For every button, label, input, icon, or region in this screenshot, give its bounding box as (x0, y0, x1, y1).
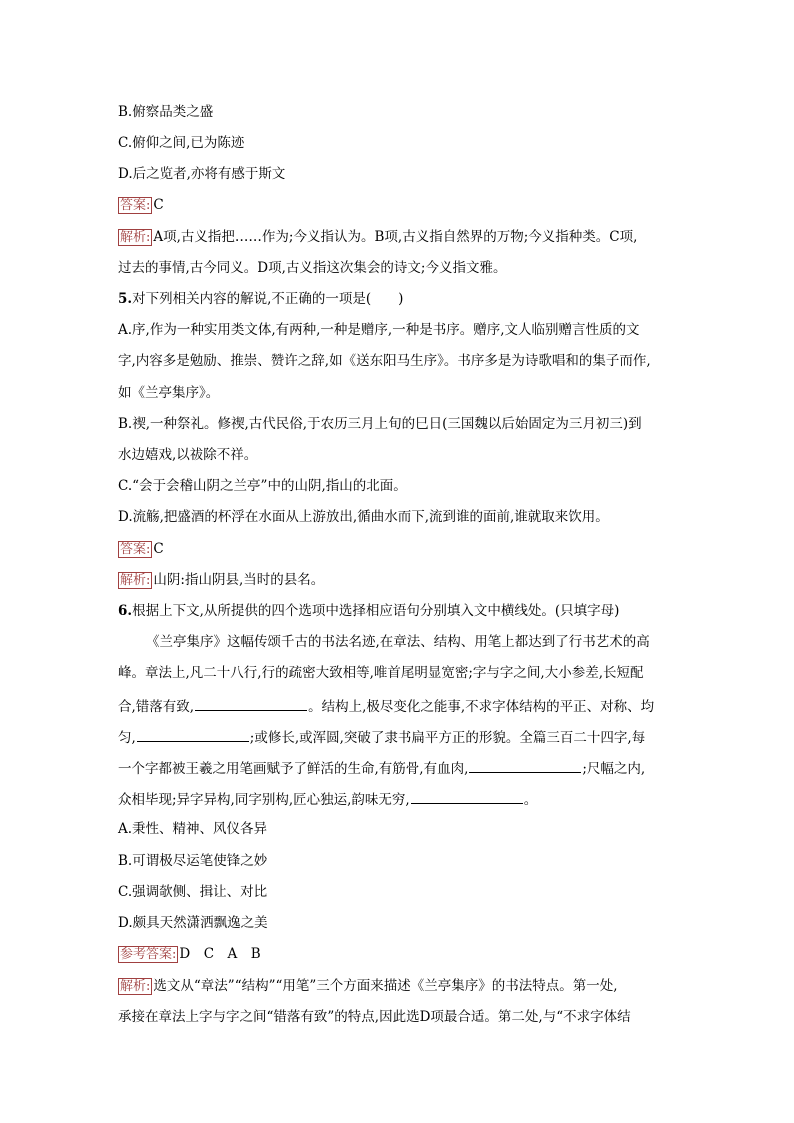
q6-stem (118, 602, 619, 620)
q6-option-a: A.秉性、精神、风仪各异 (118, 821, 268, 837)
q6-passage-line5 (118, 758, 645, 778)
q6-passage-line4 (118, 727, 645, 747)
q6-analysis-line1 (118, 977, 618, 995)
question-stem: 对下列相关内容的解说,不正确的一项是( ) (132, 291, 404, 307)
q5-option-b-line1: B.禊,一种祭礼。修禊,古代民俗,于农历三月上旬的巳日(三国魏以后始固定为三月初三)到 (118, 416, 642, 432)
q4-option-b: B.俯察品类之盛 (118, 104, 214, 120)
passage-text: 。结构上,极尽变化之能事,不求字体结构的平正、对称、均 (308, 699, 655, 715)
q5-option-c: C.“会于会稽山阴之兰亭”中的山阴,指山的北面。 (118, 478, 407, 494)
q6-passage-line3 (118, 696, 654, 716)
question-number: 6. (118, 603, 133, 619)
q6-analysis-line2: 承接在章法上字与字之间“错落有致”的特点,因此选D项最合适。第二处,与“不求字体结 (118, 1009, 631, 1025)
q6-passage-line1: 《兰亭集序》这幅传颂千古的书法名迹,在章法、结构、用笔上都达到了行书艺术的高 (146, 634, 650, 650)
q5-answer (118, 540, 164, 558)
passage-text: ;尺幅之内, (582, 761, 646, 777)
analysis-label: 解析: (120, 573, 151, 588)
analysis-label: 解析: (120, 230, 151, 245)
passage-text: 。 (523, 792, 538, 808)
q5-option-a-line2: 字,内容多是勉励、推崇、赞许之辞,如《送东阳马生序》。书序多是为诗歌唱和的集子而作, (118, 353, 651, 369)
q6-passage-line2: 峰。章法上,凡二十八行,行的疏密大致相等,唯首尾明显宽密;字与字之间,大小参差,长短配 (118, 665, 644, 681)
question-number: 5. (118, 291, 133, 307)
q5-option-a-line1: A.序,作为一种实用类文体,有两种,一种是赠序,一种是书序。赠序,文人临别赠言性质的文 (118, 322, 640, 338)
passage-text: ;或修长,或浑圆,突破了隶书扁平方正的形貌。全篇三百二十四字,每 (249, 730, 646, 746)
q6-option-d: D.颇具天然潇洒飘逸之美 (118, 915, 268, 931)
q5-option-b-line2: 水边嬉戏,以祓除不祥。 (118, 447, 258, 463)
fill-blank-3[interactable] (469, 758, 581, 773)
answer-label: 参考答案: (120, 947, 177, 962)
question-stem: 根据上下文,从所提供的四个选项中选择相应语句分别填入文中横线处。(只填字母) (132, 603, 620, 619)
passage-text: 众相毕现;异字异构,同字别构,匠心独运,韵味无穷, (118, 792, 410, 808)
fill-blank-1[interactable] (195, 696, 307, 711)
q4-analysis-line1 (118, 228, 637, 246)
analysis-text: 山阴:指山阴县,当时的县名。 (153, 572, 325, 588)
passage-text: 匀, (118, 730, 136, 746)
answer-value: D C A B (179, 946, 261, 962)
q6-option-b: B.可谓极尽运笔使锋之妙 (118, 853, 268, 869)
q6-answer (118, 945, 261, 963)
answer-value: C (153, 197, 164, 213)
q5-stem (118, 290, 403, 308)
q4-option-d: D.后之览者,亦将有感于斯文 (118, 166, 286, 182)
passage-text: 合,错落有致, (118, 699, 195, 715)
q4-analysis-line2: 过去的事情,古今同义。D项,古义指这次集会的诗文;今义指文雅。 (118, 260, 507, 276)
answer-label: 答案: (120, 198, 151, 213)
analysis-label: 解析: (120, 979, 151, 994)
answer-value: C (153, 541, 164, 557)
q5-option-a-line3: 如《兰亭集序》。 (118, 385, 220, 401)
analysis-text: 选文从“章法”“结构”“用笔”三个方面来描述《兰亭集序》的书法特点。第一处, (153, 978, 618, 994)
fill-blank-4[interactable] (411, 789, 523, 804)
passage-text: 一个字都被王羲之用笔画赋予了鲜活的生命,有筋骨,有血肉, (118, 761, 469, 777)
q4-option-c: C.俯仰之间,已为陈迹 (118, 135, 245, 151)
q6-option-c: C.强调欹侧、揖让、对比 (118, 884, 268, 900)
analysis-text: A项,古义指把……作为;今义指认为。B项,古义指自然界的万物;今义指种类。C项, (153, 229, 638, 245)
fill-blank-2[interactable] (137, 727, 249, 742)
answer-label: 答案: (120, 542, 151, 557)
q5-option-d: D.流觞,把盛酒的杯浮在水面从上游放出,循曲水而下,流到谁的面前,谁就取来饮用。 (118, 509, 609, 525)
q4-answer (118, 196, 164, 214)
q6-passage-line6 (118, 789, 537, 809)
q5-analysis (118, 571, 324, 589)
